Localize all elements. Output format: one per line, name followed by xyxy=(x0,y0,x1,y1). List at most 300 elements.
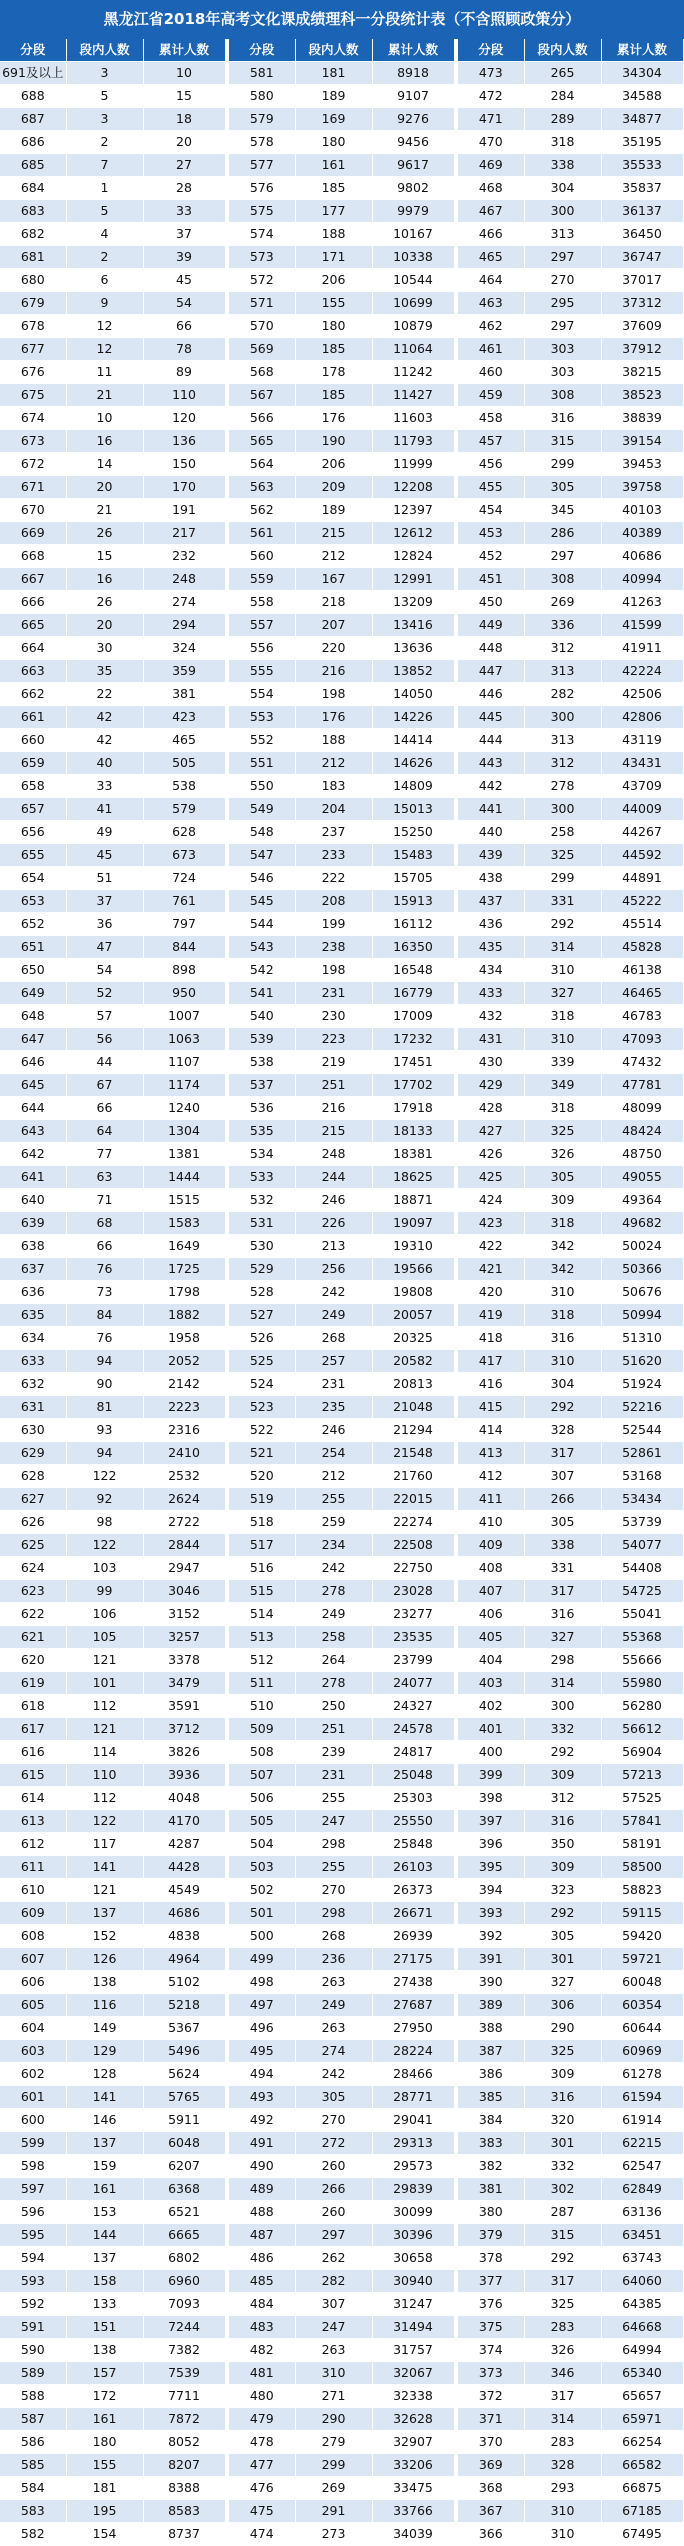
table-row xyxy=(0,430,225,453)
cumulative-count-cell: 13416 xyxy=(372,614,454,637)
score-cell: 646 xyxy=(0,1051,66,1074)
cumulative-count-cell: 11793 xyxy=(372,430,454,453)
score-cell: 384 xyxy=(458,2109,524,2132)
table-row xyxy=(229,545,454,568)
cumulative-count-cell: 52861 xyxy=(601,1442,683,1465)
cumulative-count-cell: 14414 xyxy=(372,729,454,752)
cumulative-count-cell: 45828 xyxy=(601,936,683,959)
score-cell: 647 xyxy=(0,1028,66,1051)
cumulative-count-cell: 27950 xyxy=(372,2017,454,2040)
segment-count-cell: 270 xyxy=(524,269,601,292)
score-cell: 540 xyxy=(229,1005,295,1028)
table-row xyxy=(0,476,225,499)
cumulative-count-cell: 37017 xyxy=(601,269,683,292)
cumulative-count-cell: 381 xyxy=(143,683,225,706)
table-row xyxy=(229,246,454,269)
cumulative-count-cell: 43709 xyxy=(601,775,683,798)
table-row xyxy=(0,1396,225,1419)
table-row xyxy=(0,2178,225,2201)
score-cell: 548 xyxy=(229,821,295,844)
score-cell: 447 xyxy=(458,660,524,683)
cumulative-count-cell: 22508 xyxy=(372,1534,454,1557)
score-cell: 372 xyxy=(458,2385,524,2408)
cumulative-count-cell: 23535 xyxy=(372,1626,454,1649)
segment-count-cell: 268 xyxy=(295,1327,372,1350)
segment-count-cell: 290 xyxy=(524,2017,601,2040)
score-cell: 557 xyxy=(229,614,295,637)
cumulative-count-cell: 42224 xyxy=(601,660,683,683)
segment-count-cell: 242 xyxy=(295,2063,372,2086)
table-row xyxy=(0,407,225,430)
table-row xyxy=(0,545,225,568)
score-cell: 543 xyxy=(229,936,295,959)
table-row xyxy=(458,821,683,844)
cumulative-count-cell: 1304 xyxy=(143,1120,225,1143)
score-cell: 376 xyxy=(458,2293,524,2316)
segment-count-cell: 207 xyxy=(295,614,372,637)
cumulative-count-cell: 217 xyxy=(143,522,225,545)
score-cell: 475 xyxy=(229,2500,295,2523)
table-row xyxy=(229,1649,454,1672)
table-row xyxy=(229,1718,454,1741)
segment-count-cell: 44 xyxy=(66,1051,143,1074)
score-cell: 591 xyxy=(0,2316,66,2339)
segment-count-cell: 310 xyxy=(524,1350,601,1373)
segment-count-cell: 122 xyxy=(66,1465,143,1488)
segment-count-cell: 305 xyxy=(524,1925,601,1948)
score-cell: 533 xyxy=(229,1166,295,1189)
segment-count-cell: 157 xyxy=(66,2362,143,2385)
table-row xyxy=(229,476,454,499)
cumulative-count-cell: 1444 xyxy=(143,1166,225,1189)
table-row xyxy=(0,2109,225,2132)
segment-count-cell: 300 xyxy=(524,200,601,223)
table-row xyxy=(229,591,454,614)
score-cell: 592 xyxy=(0,2293,66,2316)
table-row xyxy=(458,2178,683,2201)
cumulative-count-cell: 294 xyxy=(143,614,225,637)
score-cell: 405 xyxy=(458,1626,524,1649)
table-row xyxy=(0,1718,225,1741)
segment-count-cell: 263 xyxy=(295,2339,372,2362)
cumulative-count-cell: 63451 xyxy=(601,2224,683,2247)
score-cell: 400 xyxy=(458,1741,524,1764)
score-cell: 552 xyxy=(229,729,295,752)
segment-count-cell: 231 xyxy=(295,982,372,1005)
table-row xyxy=(458,1787,683,1810)
score-cell: 490 xyxy=(229,2155,295,2178)
table-row xyxy=(229,1672,454,1695)
segment-count-cell: 272 xyxy=(295,2132,372,2155)
score-cell: 570 xyxy=(229,315,295,338)
segment-count-cell: 305 xyxy=(295,2086,372,2109)
segment-count-cell: 138 xyxy=(66,2339,143,2362)
segment-count-cell: 310 xyxy=(524,1281,601,1304)
cumulative-count-cell: 29839 xyxy=(372,2178,454,2201)
segment-count-cell: 265 xyxy=(524,62,601,85)
score-cell: 608 xyxy=(0,1925,66,1948)
table-row xyxy=(458,1810,683,1833)
segment-count-cell: 292 xyxy=(524,913,601,936)
score-cell: 469 xyxy=(458,154,524,177)
segment-count-cell: 292 xyxy=(524,1741,601,1764)
table-row xyxy=(0,315,225,338)
cumulative-count-cell: 20 xyxy=(143,131,225,154)
table-row xyxy=(458,752,683,775)
score-cell: 478 xyxy=(229,2431,295,2454)
segment-count-cell: 41 xyxy=(66,798,143,821)
score-cell: 560 xyxy=(229,545,295,568)
table-row xyxy=(229,1856,454,1879)
cumulative-count-cell: 7382 xyxy=(143,2339,225,2362)
cumulative-count-cell: 3712 xyxy=(143,1718,225,1741)
segment-count-cell: 317 xyxy=(524,2385,601,2408)
segment-count-cell: 42 xyxy=(66,729,143,752)
cumulative-count-cell: 49364 xyxy=(601,1189,683,1212)
score-cell: 519 xyxy=(229,1488,295,1511)
score-cell: 512 xyxy=(229,1649,295,1672)
score-cell: 441 xyxy=(458,798,524,821)
score-cell: 551 xyxy=(229,752,295,775)
score-cell: 554 xyxy=(229,683,295,706)
table-row xyxy=(229,959,454,982)
cumulative-count-cell: 50676 xyxy=(601,1281,683,1304)
segment-count-cell: 68 xyxy=(66,1212,143,1235)
score-cell: 439 xyxy=(458,844,524,867)
segment-count-cell: 158 xyxy=(66,2270,143,2293)
cumulative-count-cell: 21760 xyxy=(372,1465,454,1488)
cumulative-count-cell: 11242 xyxy=(372,361,454,384)
score-cell: 679 xyxy=(0,292,66,315)
cumulative-count-cell: 16779 xyxy=(372,982,454,1005)
cumulative-count-cell: 5624 xyxy=(143,2063,225,2086)
table-row xyxy=(458,1649,683,1672)
cumulative-count-cell: 32907 xyxy=(372,2431,454,2454)
cumulative-count-cell: 3046 xyxy=(143,1580,225,1603)
cumulative-count-cell: 40389 xyxy=(601,522,683,545)
table-row xyxy=(0,1925,225,1948)
cumulative-count-cell: 30940 xyxy=(372,2270,454,2293)
score-cell: 430 xyxy=(458,1051,524,1074)
score-cell: 588 xyxy=(0,2385,66,2408)
score-cell: 412 xyxy=(458,1465,524,1488)
table-row xyxy=(458,1580,683,1603)
table-row xyxy=(229,1442,454,1465)
score-cell: 428 xyxy=(458,1097,524,1120)
table-row xyxy=(229,1281,454,1304)
cumulative-count-cell: 48424 xyxy=(601,1120,683,1143)
score-cell: 639 xyxy=(0,1212,66,1235)
header-row xyxy=(458,39,683,62)
score-cell: 672 xyxy=(0,453,66,476)
table-row xyxy=(229,200,454,223)
cumulative-count-cell: 1882 xyxy=(143,1304,225,1327)
cumulative-count-cell: 26373 xyxy=(372,1879,454,1902)
table-row xyxy=(229,2431,454,2454)
cumulative-count-cell: 39 xyxy=(143,246,225,269)
cumulative-count-cell: 66 xyxy=(143,315,225,338)
segment-count-cell: 176 xyxy=(295,706,372,729)
cumulative-count-cell: 7872 xyxy=(143,2408,225,2431)
segment-count-cell: 30 xyxy=(66,637,143,660)
segment-count-cell: 9 xyxy=(66,292,143,315)
score-cell: 410 xyxy=(458,1511,524,1534)
score-cell: 662 xyxy=(0,683,66,706)
segment-count-cell: 33 xyxy=(66,775,143,798)
table-row xyxy=(458,1465,683,1488)
table-row xyxy=(229,131,454,154)
segment-count-cell: 238 xyxy=(295,936,372,959)
table-row xyxy=(458,1994,683,2017)
table-row xyxy=(229,1258,454,1281)
table-row xyxy=(0,2523,225,2546)
segment-count-cell: 325 xyxy=(524,844,601,867)
segment-count-cell: 270 xyxy=(295,1879,372,1902)
table-row xyxy=(229,315,454,338)
cumulative-count-cell: 20325 xyxy=(372,1327,454,1350)
cumulative-count-cell: 45 xyxy=(143,269,225,292)
table-row xyxy=(229,1925,454,1948)
cumulative-count-cell: 22274 xyxy=(372,1511,454,1534)
cumulative-count-cell: 32067 xyxy=(372,2362,454,2385)
score-cell: 492 xyxy=(229,2109,295,2132)
table-row xyxy=(0,1948,225,1971)
score-cell: 477 xyxy=(229,2454,295,2477)
segment-count-cell: 6 xyxy=(66,269,143,292)
score-cell: 664 xyxy=(0,637,66,660)
score-cell: 380 xyxy=(458,2201,524,2224)
cumulative-count-cell: 45514 xyxy=(601,913,683,936)
score-cell: 628 xyxy=(0,1465,66,1488)
score-cell: 643 xyxy=(0,1120,66,1143)
score-cell: 573 xyxy=(229,246,295,269)
cumulative-count-cell: 56612 xyxy=(601,1718,683,1741)
table-row xyxy=(229,637,454,660)
header-segment-count: 段内人数 xyxy=(66,39,143,62)
cumulative-count-cell: 33 xyxy=(143,200,225,223)
segment-count-cell: 304 xyxy=(524,177,601,200)
score-cell: 406 xyxy=(458,1603,524,1626)
cumulative-count-cell: 54408 xyxy=(601,1557,683,1580)
table-row xyxy=(229,1097,454,1120)
cumulative-count-cell: 16548 xyxy=(372,959,454,982)
score-cell: 417 xyxy=(458,1350,524,1373)
score-cell: 611 xyxy=(0,1856,66,1879)
table-row xyxy=(0,85,225,108)
segment-count-cell: 66 xyxy=(66,1235,143,1258)
cumulative-count-cell: 62849 xyxy=(601,2178,683,2201)
cumulative-count-cell: 51620 xyxy=(601,1350,683,1373)
cumulative-count-cell: 673 xyxy=(143,844,225,867)
segment-count-cell: 309 xyxy=(524,1764,601,1787)
segment-count-cell: 313 xyxy=(524,223,601,246)
table-row xyxy=(229,1419,454,1442)
table-row xyxy=(0,591,225,614)
score-cell: 416 xyxy=(458,1373,524,1396)
score-cell: 637 xyxy=(0,1258,66,1281)
table-row xyxy=(0,1373,225,1396)
cumulative-count-cell: 35837 xyxy=(601,177,683,200)
score-cell: 514 xyxy=(229,1603,295,1626)
table-row xyxy=(0,1488,225,1511)
score-cell: 578 xyxy=(229,131,295,154)
segment-count-cell: 116 xyxy=(66,1994,143,2017)
segment-count-cell: 114 xyxy=(66,1741,143,1764)
segment-count-cell: 90 xyxy=(66,1373,143,1396)
segment-count-cell: 177 xyxy=(295,200,372,223)
table-row xyxy=(458,200,683,223)
cumulative-count-cell: 50024 xyxy=(601,1235,683,1258)
score-cell: 516 xyxy=(229,1557,295,1580)
table-row xyxy=(229,2385,454,2408)
cumulative-count-cell: 6048 xyxy=(143,2132,225,2155)
score-cell: 595 xyxy=(0,2224,66,2247)
score-cell: 663 xyxy=(0,660,66,683)
segment-count-cell: 258 xyxy=(524,821,601,844)
cumulative-count-cell: 6802 xyxy=(143,2247,225,2270)
cumulative-count-cell: 42506 xyxy=(601,683,683,706)
table-row xyxy=(0,1327,225,1350)
table-row xyxy=(458,1396,683,1419)
score-cell: 509 xyxy=(229,1718,295,1741)
segment-count-cell: 212 xyxy=(295,545,372,568)
score-cell: 468 xyxy=(458,177,524,200)
segment-count-cell: 297 xyxy=(524,246,601,269)
segment-count-cell: 76 xyxy=(66,1258,143,1281)
segment-count-cell: 258 xyxy=(295,1626,372,1649)
cumulative-count-cell: 36137 xyxy=(601,200,683,223)
score-cell: 562 xyxy=(229,499,295,522)
table-row xyxy=(458,269,683,292)
cumulative-count-cell: 2947 xyxy=(143,1557,225,1580)
cumulative-count-cell: 20057 xyxy=(372,1304,454,1327)
score-cell: 522 xyxy=(229,1419,295,1442)
score-cell: 453 xyxy=(458,522,524,545)
segment-count-cell: 180 xyxy=(66,2431,143,2454)
table-row xyxy=(458,959,683,982)
score-cell: 498 xyxy=(229,1971,295,1994)
segment-count-cell: 223 xyxy=(295,1028,372,1051)
segment-count-cell: 331 xyxy=(524,890,601,913)
segment-count-cell: 256 xyxy=(295,1258,372,1281)
cumulative-count-cell: 7093 xyxy=(143,2293,225,2316)
segment-count-cell: 271 xyxy=(295,2385,372,2408)
table-row xyxy=(458,453,683,476)
score-cell: 640 xyxy=(0,1189,66,1212)
score-cell: 459 xyxy=(458,384,524,407)
cumulative-count-cell: 17232 xyxy=(372,1028,454,1051)
segment-count-cell: 251 xyxy=(295,1718,372,1741)
score-cell: 670 xyxy=(0,499,66,522)
cumulative-count-cell: 14226 xyxy=(372,706,454,729)
segment-count-cell: 198 xyxy=(295,959,372,982)
segment-count-cell: 299 xyxy=(524,453,601,476)
score-cell: 572 xyxy=(229,269,295,292)
score-cell: 581 xyxy=(229,62,295,85)
segment-count-cell: 350 xyxy=(524,1833,601,1856)
segment-count-cell: 206 xyxy=(295,269,372,292)
segment-count-cell: 290 xyxy=(295,2408,372,2431)
table-row xyxy=(458,867,683,890)
table-row xyxy=(458,1005,683,1028)
score-cell: 532 xyxy=(229,1189,295,1212)
segment-count-cell: 316 xyxy=(524,2086,601,2109)
score-cell: 431 xyxy=(458,1028,524,1051)
score-cell: 388 xyxy=(458,2017,524,2040)
score-cell: 576 xyxy=(229,177,295,200)
cumulative-count-cell: 38839 xyxy=(601,407,683,430)
segment-count-cell: 298 xyxy=(524,1649,601,1672)
score-cell: 452 xyxy=(458,545,524,568)
segment-count-cell: 328 xyxy=(524,2454,601,2477)
table-row xyxy=(0,246,225,269)
segment-count-cell: 188 xyxy=(295,729,372,752)
cumulative-count-cell: 538 xyxy=(143,775,225,798)
score-cell: 455 xyxy=(458,476,524,499)
segment-count-cell: 310 xyxy=(524,959,601,982)
segment-count-cell: 12 xyxy=(66,338,143,361)
table-row xyxy=(229,1465,454,1488)
score-cell: 484 xyxy=(229,2293,295,2316)
score-cell: 393 xyxy=(458,1902,524,1925)
cumulative-count-cell: 110 xyxy=(143,384,225,407)
table-row xyxy=(229,2086,454,2109)
segment-count-cell: 278 xyxy=(295,1580,372,1603)
score-cell: 494 xyxy=(229,2063,295,2086)
table-row xyxy=(458,890,683,913)
cumulative-count-cell: 48099 xyxy=(601,1097,683,1120)
score-cell: 660 xyxy=(0,729,66,752)
table-row xyxy=(229,177,454,200)
score-cell: 585 xyxy=(0,2454,66,2477)
score-cell: 373 xyxy=(458,2362,524,2385)
segment-count-cell: 49 xyxy=(66,821,143,844)
segment-count-cell: 346 xyxy=(524,2362,601,2385)
score-cell: 375 xyxy=(458,2316,524,2339)
header-segment-count: 段内人数 xyxy=(295,39,372,62)
segment-count-cell: 84 xyxy=(66,1304,143,1327)
cumulative-count-cell: 25048 xyxy=(372,1764,454,1787)
score-cell: 634 xyxy=(0,1327,66,1350)
cumulative-count-cell: 8052 xyxy=(143,2431,225,2454)
cumulative-count-cell: 2410 xyxy=(143,1442,225,1465)
cumulative-count-cell: 26939 xyxy=(372,1925,454,1948)
table-row xyxy=(229,798,454,821)
score-cell: 409 xyxy=(458,1534,524,1557)
score-cell: 605 xyxy=(0,1994,66,2017)
table-row xyxy=(229,292,454,315)
score-cell: 481 xyxy=(229,2362,295,2385)
table-row xyxy=(0,1350,225,1373)
cumulative-count-cell: 2316 xyxy=(143,1419,225,1442)
cumulative-count-cell: 12991 xyxy=(372,568,454,591)
cumulative-count-cell: 18 xyxy=(143,108,225,131)
segment-count-cell: 249 xyxy=(295,1304,372,1327)
segment-count-cell: 318 xyxy=(524,1212,601,1235)
score-cell: 401 xyxy=(458,1718,524,1741)
table-row xyxy=(0,1051,225,1074)
table-row xyxy=(0,1212,225,1235)
cumulative-count-cell: 55666 xyxy=(601,1649,683,1672)
score-cell: 686 xyxy=(0,131,66,154)
table-row xyxy=(458,1120,683,1143)
table-row xyxy=(0,959,225,982)
table-row xyxy=(229,62,454,85)
segment-count-cell: 3 xyxy=(66,62,143,85)
table-row xyxy=(229,867,454,890)
cumulative-count-cell: 248 xyxy=(143,568,225,591)
cumulative-count-cell: 35195 xyxy=(601,131,683,154)
